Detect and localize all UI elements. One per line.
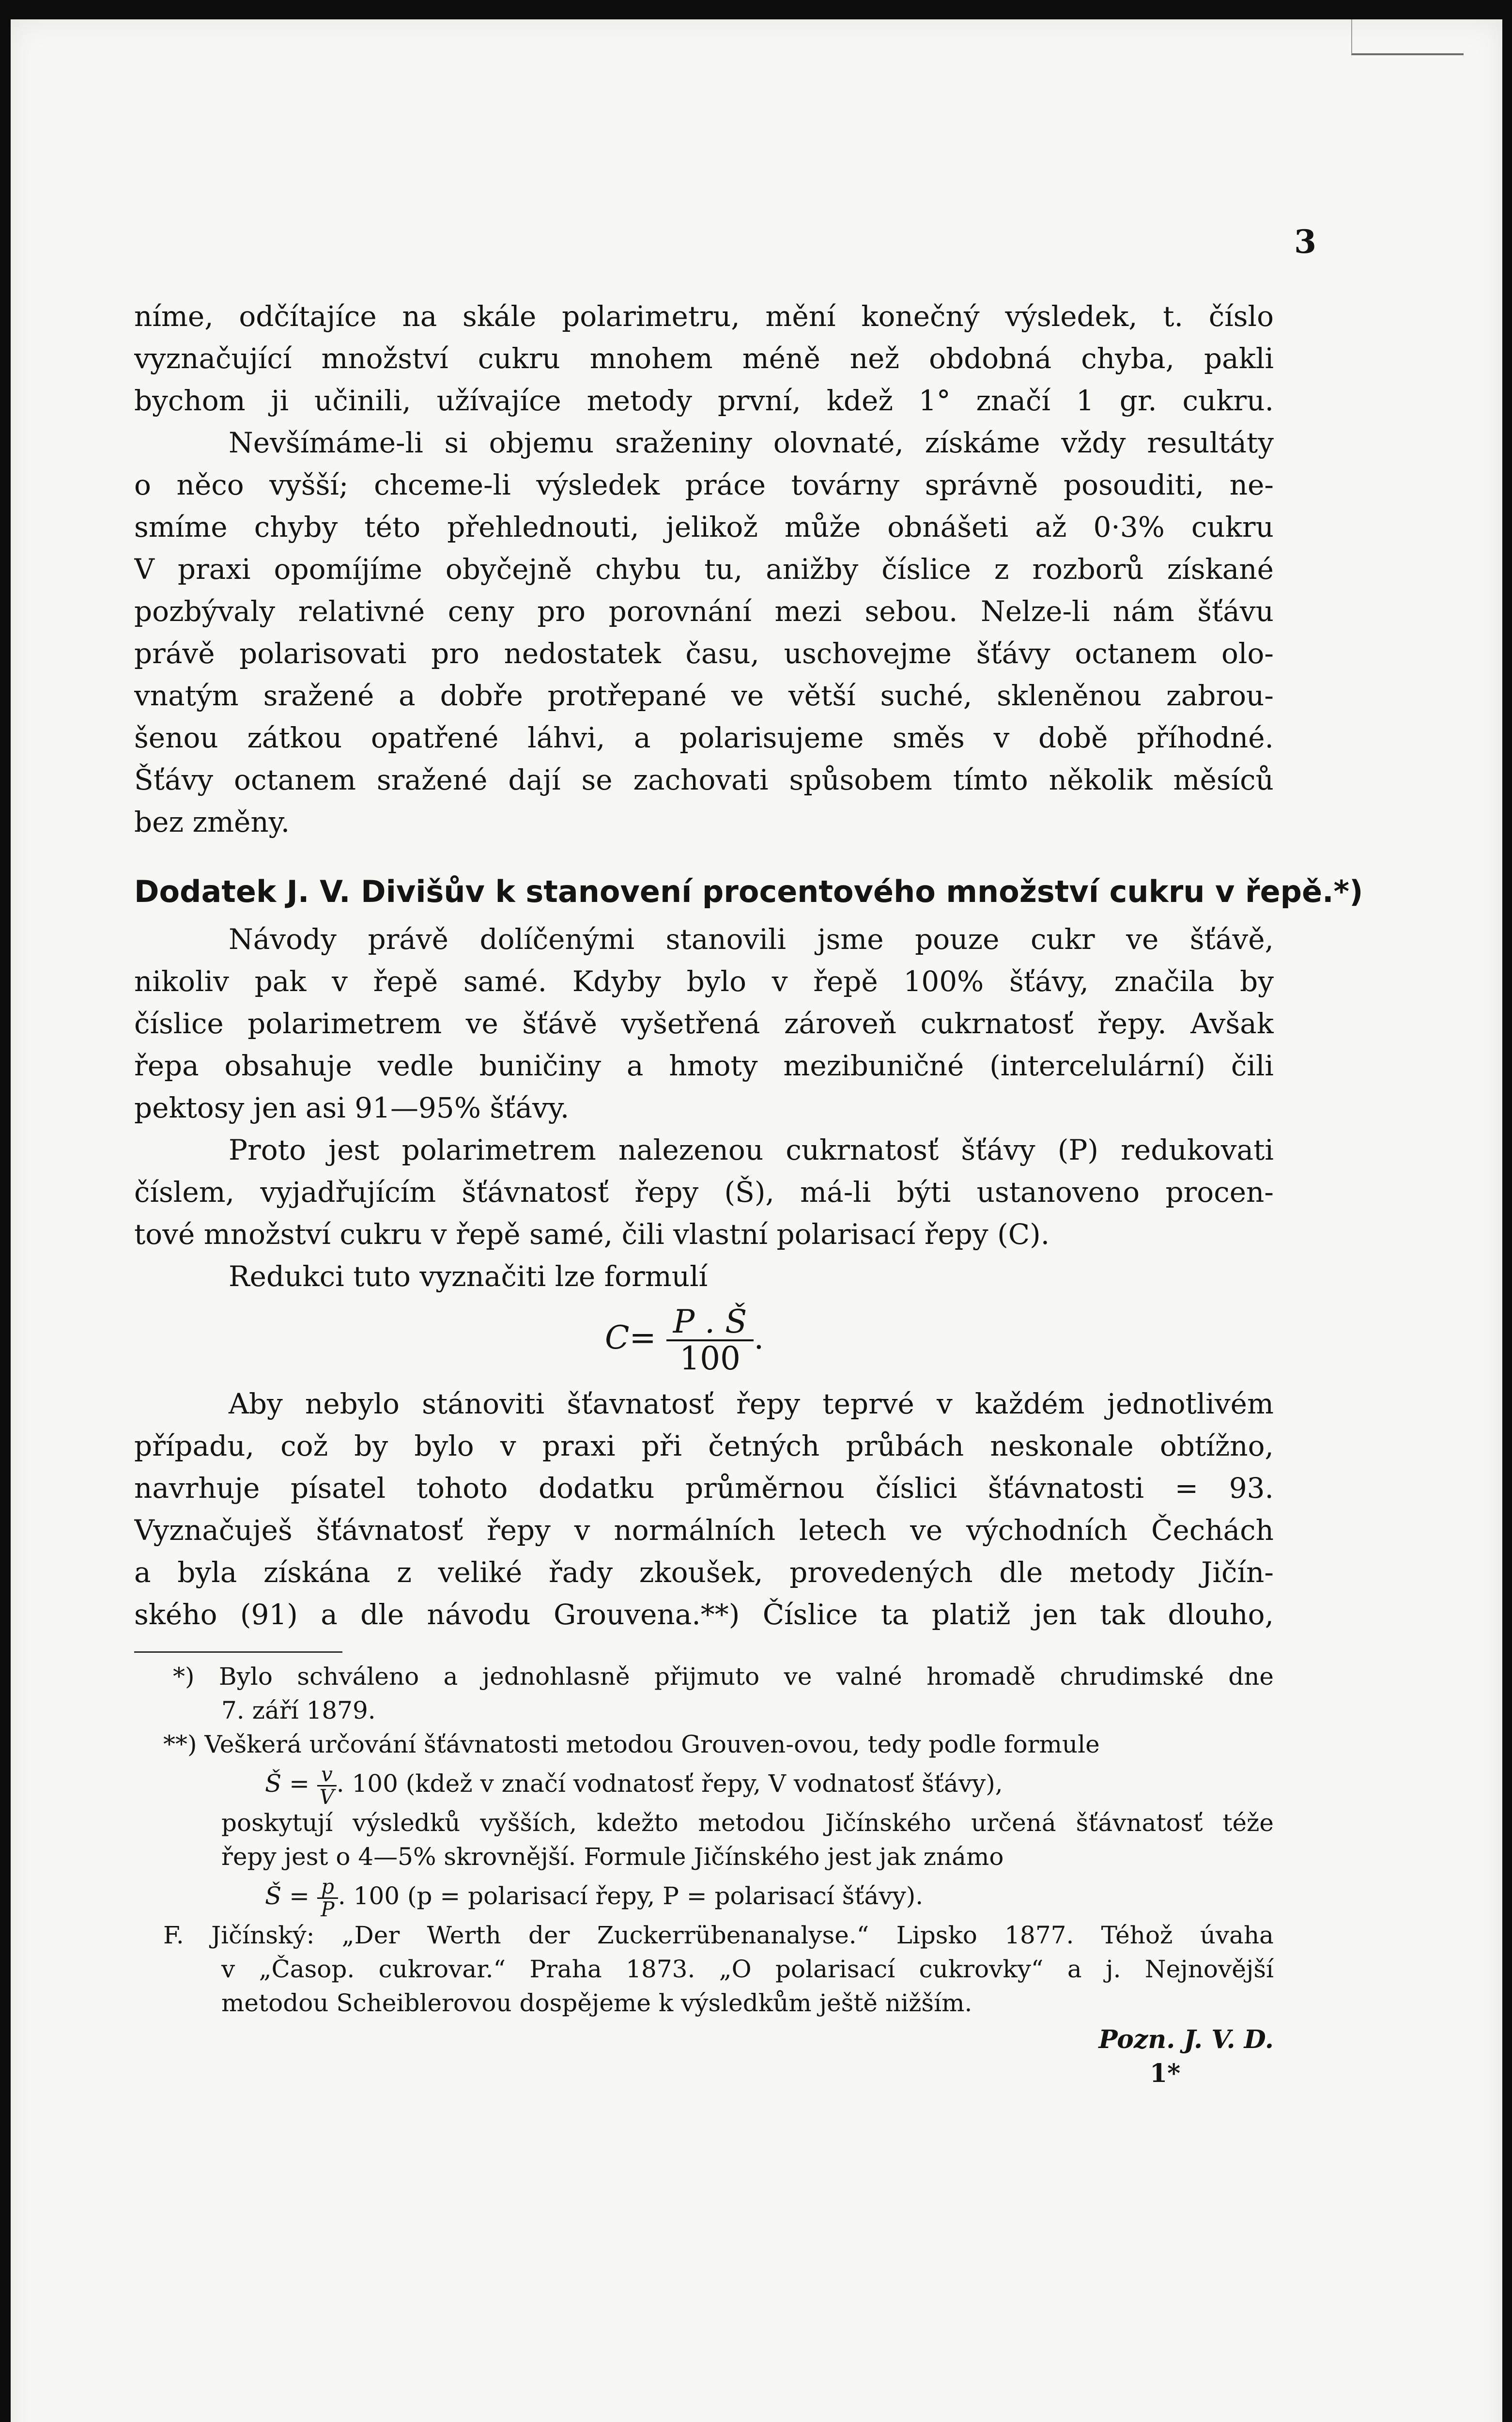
paragraph-3 [134, 918, 1274, 1129]
footnote-signature: Pozn. J. V. D. [1098, 2025, 1274, 2054]
formula-tail: . [754, 1319, 764, 1356]
footnotes [134, 1660, 1274, 2091]
paragraph-4 [134, 1129, 1274, 1256]
fn-formula-tail: . 100 (p = polarisací řepy, P = polarisací šťávy). [338, 1882, 924, 1910]
text-line: nikoliv pak v řepě samé. Kdyby bylo v řepě 100% šťávy, značila by [134, 965, 1274, 998]
page-number: 3 [1294, 223, 1316, 261]
text-line: bychom ji učinili, užívajíce metody první, kdež 1° značí 1 gr. cukru. [134, 384, 1274, 417]
text-line: vnatým sražené a dobře protřepané ve větší suché, skleněnou zabrou- [134, 679, 1274, 712]
fn-formula-lhs: Š [265, 1882, 282, 1910]
footnote-line: F. Jičínský: „Der Werth der Zuckerrübenanalyse.“ Lipsko 1877. Téhož úvaha [163, 1921, 1274, 1949]
text-line: Vyznačuješ šťávnatosť řepy v normálních letech ve východních Čechách [134, 1514, 1274, 1547]
formula-fraction [666, 1304, 754, 1376]
text-line: řepa obsahuje vedle buničiny a hmoty mezibuničné (intercelulární) čili [134, 1049, 1274, 1082]
fn-formula-numerator: p [317, 1876, 338, 1899]
footnote-formula-jicinsky: Š = $\frac{p}{P}$ . 100 (p = polarisací řepy, P = polarisací šťávy). [265, 1874, 924, 1921]
text-line: Šťávy octanem sražené dají se zachovati spůsobem tímto několik měsíců [134, 763, 1274, 796]
paragraph-1 [134, 295, 1274, 422]
text-line: smíme chyby této přehlednouti, jelikož může obnášeti až 0·3% cukru [134, 511, 1274, 543]
corner-rule [1351, 19, 1464, 55]
footnote-line: v „Časop. cukrovar.“ Praha 1873. „O polarisací cukrovky“ a j. Nejnovější [221, 1955, 1274, 1983]
footnote-line: *) Bylo schváleno a jednohlasně přijmuto ve valné hromadě chrudimské dne [173, 1662, 1274, 1691]
text-line: Proto jest polarimetrem nalezenou cukrnatosť šťávy (P) redukovati [229, 1133, 1274, 1166]
text-line: V praxi opomíjíme obyčejně chybu tu, anižby číslice z rozborů získané [134, 553, 1274, 586]
text-line: číslem, vyjadřujícím šťávnatosť řepy (Š), má-li býti ustanoveno procen- [134, 1176, 1274, 1209]
text-line: Aby nebylo stánoviti šťavnatosť řepy teprvé v každém jednotlivém [229, 1387, 1274, 1420]
footnote-line: metodou Scheiblerovou dospějeme k výsledkům ještě nižším. [221, 1989, 972, 2017]
fn-formula-denominator: V [319, 1785, 334, 1809]
text-line: vyznačující množství cukru mnohem méně než obdobná chyba, pakli [134, 342, 1274, 375]
text-line: a byla získána z veliké řady zkoušek, provedených dle metody Jičín- [134, 1556, 1274, 1589]
formula-numerator: P . Š [666, 1304, 754, 1341]
footnote-line: poskytují výsledků vyšších, kdežto metodou Jičínského určená šťávnatosť téže [221, 1809, 1274, 1837]
footnote-formula-grouven: Š = $\frac{v}{V}$ . 100 (kdež v značí vodnatosť řepy, V vodnatosť šťávy), [265, 1762, 1003, 1809]
reduction-formula [134, 1301, 1274, 1377]
text-line: šenou zátkou opatřené láhvi, a polarisujeme směs v době příhodné. [134, 721, 1274, 754]
fn-formula-numerator: v [317, 1764, 337, 1786]
footnote-line: **) Veškerá určování šťávnatosti metodou Grouven-ovou, tedy podle formule [163, 1730, 1100, 1758]
text-line: o něco vyšší; chceme-li výsledek práce továrny správně posouditi, ne- [134, 468, 1274, 501]
text-line: níme, odčítajíce na skále polarimetru, mění konečný výsledek, t. číslo [134, 300, 1274, 333]
fn-formula-denominator: P [321, 1897, 335, 1921]
paragraph-5: Redukci tuto vyznačiti lze formulí [229, 1260, 708, 1293]
paragraph-2 [134, 422, 1274, 843]
text-line: Nevšímáme-li si objemu sraženiny olovnaté, získáme vždy resultáty [229, 426, 1274, 459]
formula-expression [605, 1304, 764, 1376]
text-line: tové množství cukru v řepě samé, čili vlastní polarisací řepy (C). [134, 1218, 1050, 1251]
fn-formula-tail: . 100 (kdež v značí vodnatosť řepy, V vodnatosť šťávy), [336, 1770, 1003, 1798]
text-line: Návody právě dolíčenými stanovili jsme pouze cukr ve šťávě, [229, 923, 1274, 956]
formula-equals: = [629, 1319, 656, 1356]
text-line: pektosy jen asi 91—95% šťávy. [134, 1091, 570, 1124]
text-line: bez změny. [134, 806, 290, 838]
text-line: navrhuje písatel tohoto dodatku průměrnou číslici šťávnatosti = 93. [134, 1472, 1274, 1505]
fn-formula-lhs: Š [265, 1770, 282, 1798]
text-line: právě polarisovati pro nedostatek času, uschovejme šťávy octanem olo- [134, 637, 1274, 670]
paragraph-6 [134, 1383, 1274, 1636]
footnote-line: 7. září 1879. [221, 1696, 376, 1724]
sheet-mark: 1* [1150, 2059, 1181, 2088]
formula-lhs: C [605, 1319, 630, 1356]
formula-denominator: 100 [679, 1340, 741, 1377]
text-line: ského (91) a dle návodu Grouvena.**) Číslice ta platiž jen tak dlouho, [134, 1598, 1274, 1631]
footnote-separator [134, 1651, 342, 1653]
text-line: případu, což by bylo v praxi při četných průbách neskonale obtížno, [134, 1429, 1274, 1462]
text-line: číslice polarimetrem ve šťávě vyšetřená zároveň cukrnatosť řepy. Avšak [134, 1007, 1274, 1040]
fn-formula-fraction [317, 1764, 337, 1808]
body-text [134, 295, 1363, 2091]
section-heading: Dodatek J. V. Divišův k stanovení procentového množství cukru v řepě.*) [134, 874, 1363, 909]
footnote-line: řepy jest o 4—5% skrovnější. Formule Jičínského jest jak známo [221, 1843, 1004, 1871]
text-line: pozbývaly relativné ceny pro porovnání mezi sebou. Nelze-li nám šťávu [134, 595, 1274, 628]
scanned-page [11, 19, 1502, 2422]
fn-formula-fraction [317, 1876, 338, 1920]
